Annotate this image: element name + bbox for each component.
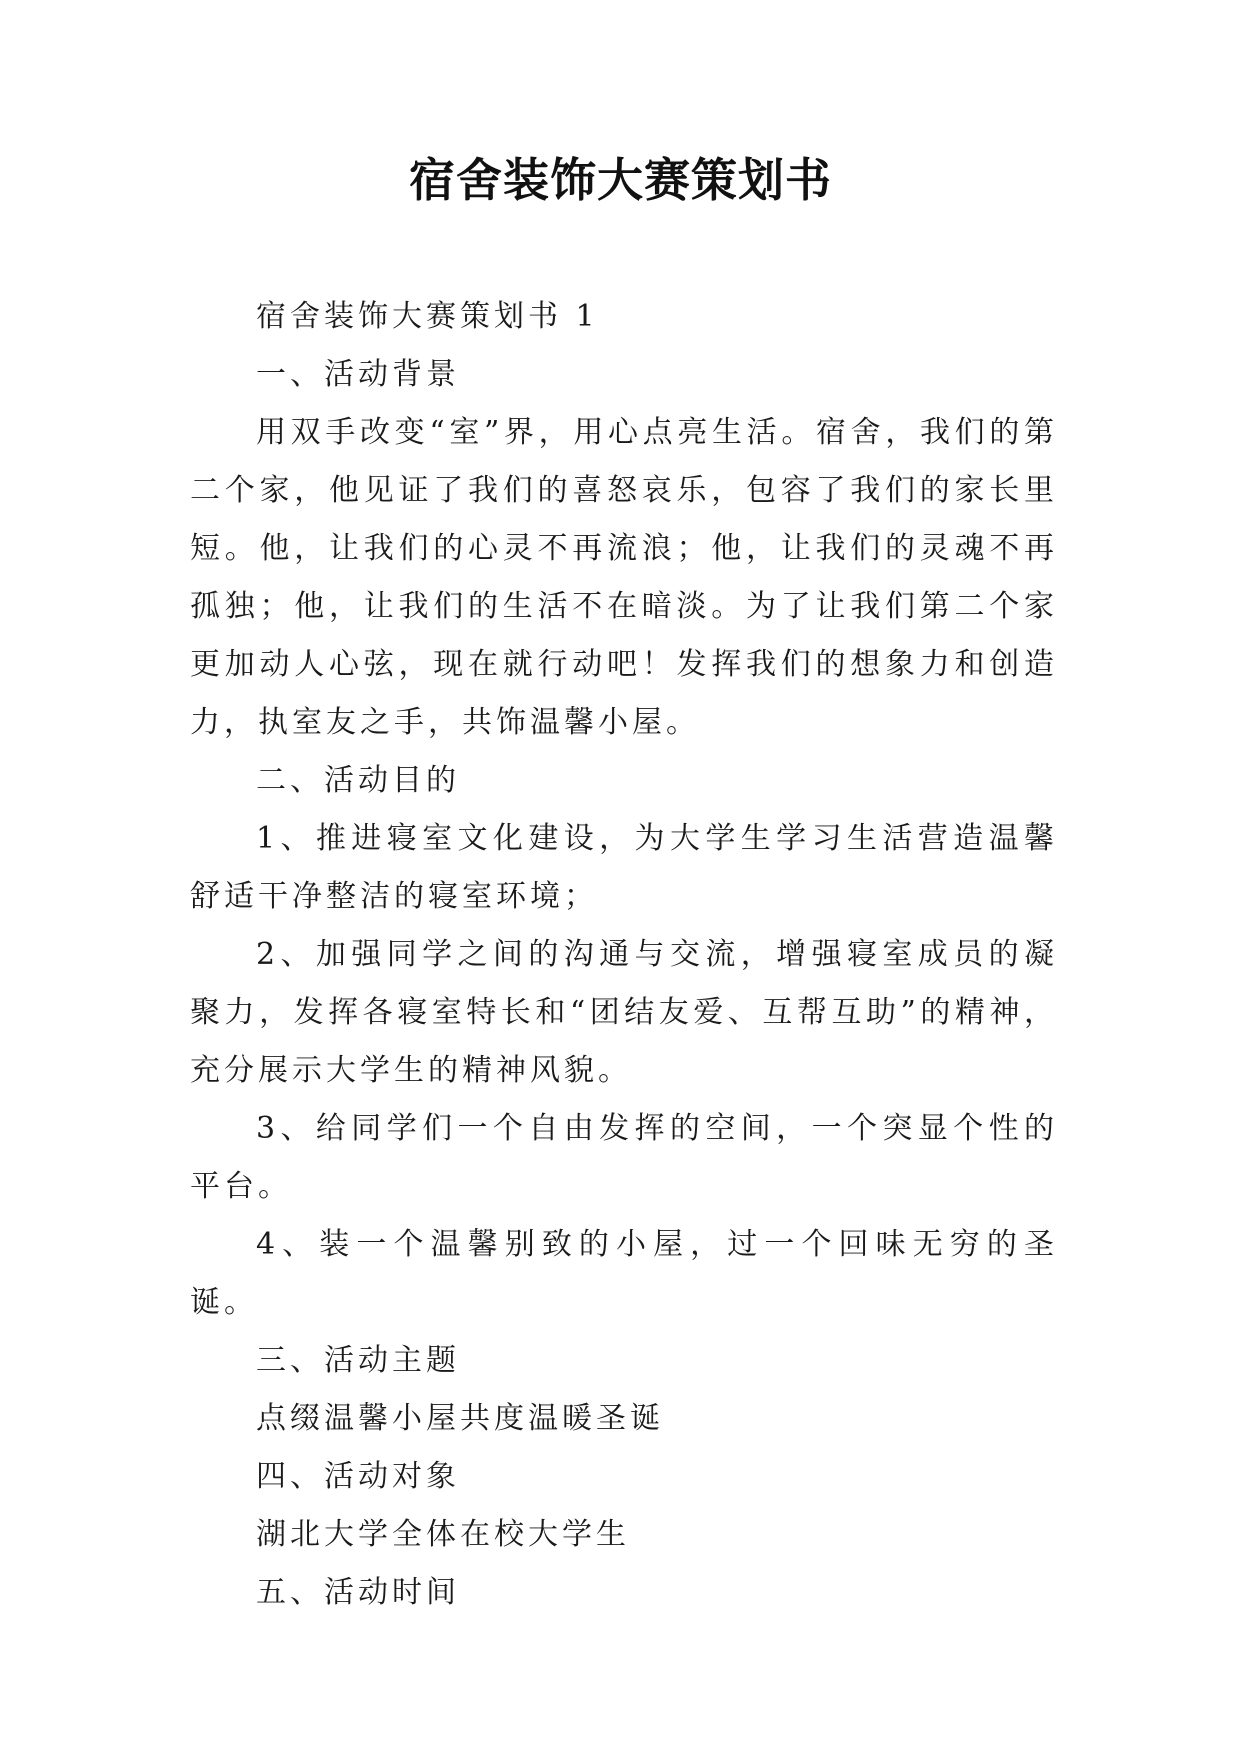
paragraph-subtitle: 宿舍装饰大赛策划书 1 bbox=[256, 299, 599, 334]
document-title: 宿舍装饰大赛策划书 bbox=[409, 153, 832, 207]
heading-time: 五、活动时间 bbox=[256, 1575, 460, 1610]
paragraph-theme: 点缀温馨小屋共度温暖圣诞 bbox=[256, 1401, 664, 1436]
document-body bbox=[190, 288, 1058, 1622]
purpose-item-2: 2、加强同学之间的沟通与交流，增强寝室成员的凝聚力，发挥各寝室特长和“团结友爱、互帮互助”的精神，充分展示大学生的精神风貌。 bbox=[190, 937, 1058, 1088]
heading-audience: 四、活动对象 bbox=[256, 1459, 460, 1494]
purpose-item-4: 4、装一个温馨别致的小屋，过一个回味无穷的圣诞。 bbox=[190, 1227, 1058, 1320]
paragraph-audience: 湖北大学全体在校大学生 bbox=[256, 1517, 630, 1552]
paragraph-background: 用双手改变“室”界，用心点亮生活。宿舍，我们的第二个家，他见证了我们的喜怒哀乐，包容了我们的家长里短。他，让我们的心灵不再流浪；他，让我们的灵魂不再孤独；他，让我们的生活不在暗淡。为了让我们第二个家更加动人心弦，现在就行动吧！发挥我们的想象力和创造力，执室友之手，共饰温馨小屋。 bbox=[190, 415, 1058, 740]
purpose-item-1: 1、推进寝室文化建设，为大学生学习生活营造温馨舒适干净整洁的寝室环境； bbox=[190, 821, 1058, 914]
heading-background: 一、活动背景 bbox=[256, 357, 460, 392]
heading-purpose: 二、活动目的 bbox=[256, 763, 460, 798]
heading-theme: 三、活动主题 bbox=[256, 1343, 460, 1378]
purpose-item-3: 3、给同学们一个自由发挥的空间，一个突显个性的平台。 bbox=[190, 1111, 1058, 1204]
